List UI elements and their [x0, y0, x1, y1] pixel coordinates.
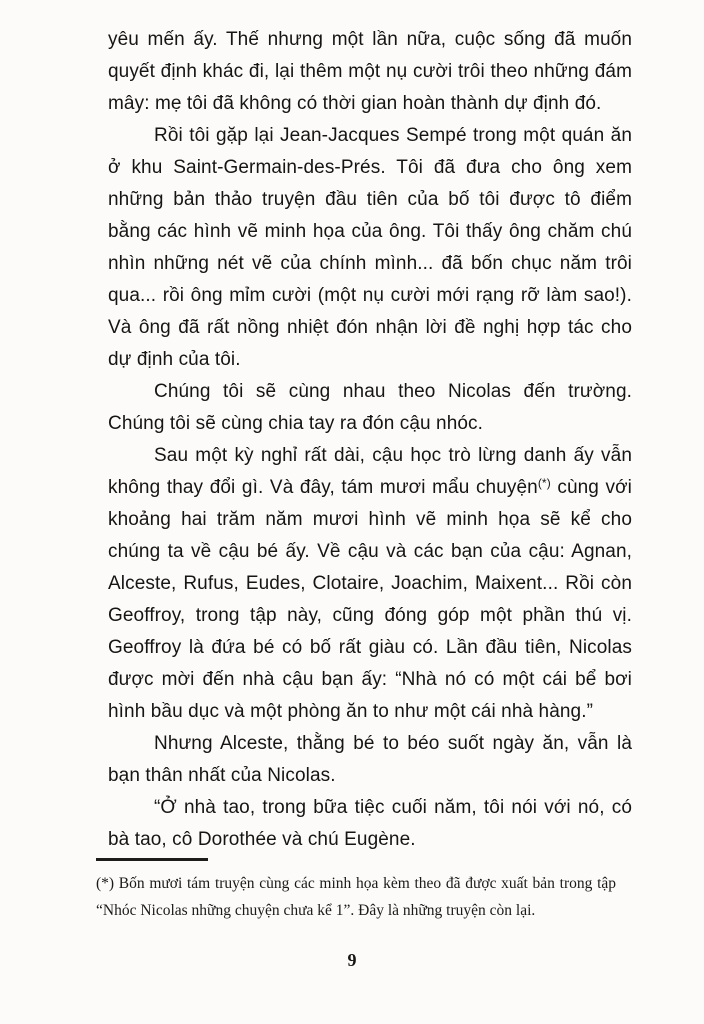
footnote-marker: (*)	[537, 476, 551, 490]
paragraph: Nhưng Alceste, thằng bé to béo suốt ngày ăn, vẫn là bạn thân nhất của Nicolas.	[108, 733, 632, 786]
page-number: 9	[347, 950, 357, 970]
body-text	[108, 24, 632, 856]
paragraph: “Ở nhà tao, trong bữa tiệc cuối năm, tôi nói với nó, có bà tao, cô Dorothée và chú Eugène.	[108, 797, 632, 850]
paragraph-text: cùng với khoảng hai trăm năm mươi hình vẽ minh họa sẽ kể cho chúng ta về cậu bé ấy. Về cậu và các bạn của cậu: Agnan, Alceste, Rufus, Eudes, Clotaire, Joachim, Maixent... Rồi còn Geoffroy, trong tập này, cũng đóng góp một phần thú vị. Geoffroy là đứa bé có bố rất giàu có. Lần đầu tiên, Nicolas được mời đến nhà cậu bạn ấy: “Nhà nó có một cái bể bơi hình bầu dục và một phòng ăn to như một cái nhà hàng.”	[108, 477, 633, 722]
paragraph-text: Sau một kỳ nghỉ rất dài, cậu học trò lừng danh ấy vẫn không thay đổi gì. Và đây, tám mươi mẩu chuyện	[108, 445, 632, 498]
paragraph: Chúng tôi sẽ cùng nhau theo Nicolas đến trường. Chúng tôi sẽ cùng chia tay ra đón cậu nhóc.	[108, 381, 632, 434]
footnote-divider	[96, 858, 208, 861]
paragraph	[108, 440, 632, 728]
paragraph: Rồi tôi gặp lại Jean-Jacques Sempé trong một quán ăn ở khu Saint-Germain-des-Prés. Tôi đã đưa cho ông xem những bản thảo truyện đầu tiên của bố tôi được tô điểm bằng các hình vẽ minh họa của ông. Tôi thấy ông chăm chú nhìn những nét vẽ của chính mình... đã bốn chục năm trôi qua... rồi ông mỉm cười (một nụ cười mới rạng rỡ làm sao!). Và ông đã rất nồng nhiệt đón nhận lời đề nghị hợp tác cho dự định của tôi.	[108, 125, 632, 370]
paragraph: yêu mến ấy. Thế nhưng một lần nữa, cuộc sống đã muốn quyết định khác đi, lại thêm một nụ cười trôi theo những đám mây: mẹ tôi đã không có thời gian hoàn thành dự định đó.	[108, 29, 632, 114]
footnote: (*) Bốn mươi tám truyện cùng các minh họa kèm theo đã được xuất bản trong tập “Nhóc Nicolas những chuyện chưa kể 1”. Đây là những truyện còn lại.	[96, 875, 616, 919]
